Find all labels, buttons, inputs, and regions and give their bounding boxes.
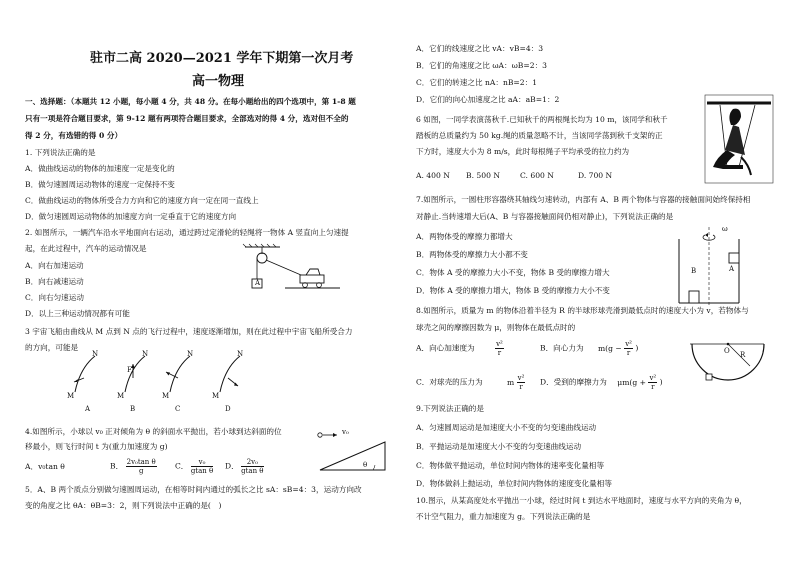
option-d [540, 374, 663, 391]
option-b: B．做匀速圆周运动物体的速度一定保持不变 [25, 180, 175, 189]
point-label-n: N [187, 350, 194, 358]
option-a: A．匀速圆周运动是加速度大小不变的匀变速曲线运动 [416, 423, 597, 432]
point-label-m: M [162, 392, 170, 400]
point-label-m: M [67, 392, 75, 400]
point-label-n: N [237, 350, 244, 358]
option-b: B．向右减速运动 [25, 277, 84, 286]
rotating-cylinder-diagram [675, 225, 750, 310]
omega-label: ω [722, 225, 728, 233]
option-b [110, 458, 157, 475]
option-c: C．做曲线运动的物体所受合力方向和它的速度方向一定在同一直线上 [25, 196, 259, 205]
option-d: D．物体做斜上抛运动，单位时间内物体的速度变化量相等 [416, 479, 612, 488]
question-stem: 9.下列说法正确的是 [416, 404, 484, 413]
option-a: A．做曲线运动的物体的加速度一定是变化的 [25, 164, 175, 173]
question-stem: 踏板的总质量约为 50 kg.绳的质量忽略不计，当该同学荡到秋千支架的正 [416, 131, 663, 140]
numerator: v₀ [191, 458, 213, 467]
option-c: C．它们的转速之比 nA：nB=2：1 [416, 78, 538, 87]
question-stem: 6 如图，一同学表演荡秋千.已知秋千的两根绳长均为 10 m，该同学和秋千 [416, 115, 668, 124]
point-label-f: F [127, 366, 132, 374]
question-stem: 7.如图所示，一圆柱形容器绕其轴线匀速转动，内部有 A、B 两个物体与容器的接触面间始终保持相 [416, 195, 751, 204]
option-b: B．平抛运动是加速度大小不变的匀变速曲线运动 [416, 442, 582, 451]
expr-suffix: ) [659, 377, 663, 387]
option-a: A. 400 N [416, 171, 450, 180]
option-a: A．向右加速运动 [25, 261, 84, 270]
question-stem: 8.如图所示，质量为 m 的物体沿着半径为 R 的半球形球壳滑到最低点时的速度大小为 v，若物体与 [416, 306, 749, 315]
expr-prefix: μm(g + [617, 377, 647, 387]
fraction [495, 340, 504, 357]
question-stem: 4.如图所示，小球以 v₀ 正对倾角为 θ 的斜面水平抛出，若小球到达斜面的位 [25, 427, 282, 436]
question-stem: 变的角度之比 θA：θB=3：2，则下列说法中正确的是( ) [25, 501, 222, 510]
option-b: B．它们的角速度之比 ωA：ωB=2：3 [416, 61, 547, 70]
radius-label: R [740, 351, 746, 359]
question-stem: 移最小，则飞行时间 t 为(重力加速度为 g) [25, 442, 168, 451]
option-c: C．向右匀速运动 [25, 293, 84, 302]
option-b: B．两物体受的摩擦力大小都不变 [416, 250, 528, 259]
option-label: B．向心力为 [540, 343, 584, 353]
option-d [225, 458, 264, 475]
center-label: O [724, 347, 730, 355]
numerator: 2v₀tan θ [126, 458, 156, 466]
figure-letter: A [85, 405, 91, 413]
option-b: B. 500 N [466, 171, 500, 180]
fraction [624, 340, 633, 357]
figure-letter: D [225, 405, 231, 413]
figure-letter: B [130, 405, 136, 413]
expr-prefix: m [506, 377, 515, 387]
denominator: r [497, 349, 502, 357]
instruction-line: 得 2 分，有选错的得 0 分） [25, 131, 123, 140]
option-a: A．v₀tan θ [25, 462, 65, 471]
exam-subtitle: 高一物理 [192, 74, 245, 89]
denominator: g [138, 467, 144, 475]
spacecraft-trajectory-diagrams [60, 350, 260, 402]
figure-letter: C [175, 405, 181, 413]
block-b-label: B [691, 267, 697, 275]
denominator: r [651, 383, 655, 391]
pulley-truck-diagram [240, 245, 350, 295]
option-label: D．受到的摩擦力为 [540, 377, 607, 387]
option-d: D．以上三种运动情况都有可能 [25, 309, 130, 318]
block-a-label: A [729, 265, 735, 273]
point-label-m: M [117, 392, 125, 400]
fraction [517, 374, 526, 391]
instruction-line: 只有一项是符合题目要求，第 9-12 题有两项符合题目要求，全部选对的得 4 分，选对但不全的 [25, 114, 349, 123]
option-label: D． [225, 461, 239, 471]
option-a: A．两物体受的摩擦力都增大 [416, 232, 513, 241]
expr-prefix: m(g − [597, 343, 622, 353]
instruction-line: 一、选择题：（本题共 12 小题，每小题 4 分，共 48 分。在每小题给出的四个选项中，第 1-8 题 [25, 97, 356, 106]
numerator: v² [496, 340, 503, 348]
expr-suffix: ) [635, 343, 639, 353]
question-stem: 不计空气阻力，重力加速度为 g。下列说法正确的是 [416, 512, 591, 521]
denominator: gtan θ [241, 467, 264, 475]
point-label-n: N [142, 350, 149, 358]
numerator: v² [625, 340, 632, 348]
fraction [126, 458, 157, 475]
angle-label: θ [363, 461, 368, 469]
question-stem: 5．A、B 两个质点分别做匀速圆周运动，在相等时间内通过的弧长之比 sA：sB=4：3，运动方向改 [25, 485, 362, 494]
denominator: r [519, 383, 523, 391]
option-label: C． [175, 461, 189, 471]
option-c: C. 600 N [520, 171, 554, 180]
option-c [175, 458, 213, 475]
option-c [416, 374, 525, 391]
question-stem: 下方时，速度大小为 8 m/s，此时每根绳子平均承受的拉力约为 [416, 147, 630, 156]
fraction [241, 458, 263, 475]
block-label: A [255, 279, 261, 287]
numerator: v² [649, 374, 657, 382]
option-label: B． [110, 461, 124, 471]
question-stem: 球壳之间的摩擦因数为 μ，则物体在最低点时的 [416, 323, 576, 332]
fraction [648, 374, 657, 391]
question-stem: 的方向，可能是 [25, 343, 79, 352]
question-stem: 3 宇宙飞船由曲线从 M 点到 N 点的飞行过程中，速度逐渐增加，则在此过程中宇宙飞船所受合力 [25, 327, 353, 336]
option-d: D．它们的向心加速度之比 aA：aB=1：2 [416, 95, 560, 104]
option-d: D．物体 A 受的摩擦力增大，物体 B 受的摩擦力大小不变 [416, 286, 610, 295]
option-a: A．它们的线速度之比 vA：vB=4：3 [416, 44, 544, 53]
option-label: C．对球壳的压力为 [416, 377, 483, 387]
question-stem: 2. 如图所示，一辆汽车沿水平地面向右运动，通过跨过定滑轮的轻绳将一物体 A 竖直向上匀速提 [25, 228, 349, 237]
option-label: A．向心加速度为 [416, 343, 475, 353]
option-c: C．物体做平抛运动，单位时间内物体的速率变化量相等 [416, 461, 605, 470]
option-b [540, 340, 638, 357]
point-label-m: M [212, 392, 220, 400]
question-stem: 起，在此过程中，汽车的运动情况是 [25, 244, 147, 253]
point-label-n: N [92, 350, 99, 358]
exam-title: 驻市二高 2020—2021 学年下期第一次月考 [90, 51, 354, 66]
question-stem: 1. 下列说法正确的是 [25, 148, 96, 157]
incline-diagram [315, 430, 390, 475]
fraction [191, 458, 213, 475]
option-d: D. 700 N [578, 171, 613, 180]
option-a [416, 340, 504, 357]
option-d: D．做匀速圆周运动物体的加速度方向一定垂直于它的速度方向 [25, 212, 237, 221]
swing-illustration [705, 95, 773, 185]
denominator: r [626, 349, 631, 357]
numerator: v² [517, 374, 525, 382]
velocity-label: v₀ [342, 428, 349, 436]
question-stem: 10.图示，从某高度处水平抛出一小球，经过时间 t 到达水平地面时，速度与水平方向的夹角为 θ， [416, 496, 747, 505]
numerator: 2v₀ [241, 458, 263, 467]
denominator: gtan θ [190, 467, 214, 475]
question-stem: 对静止.当转速增大后(A、B 与容器接触面间仍相对静止)，下列说法正确的是 [416, 212, 674, 221]
option-c: C．物体 A 受的摩擦力大小不变，物体 B 受的摩擦力增大 [416, 268, 610, 277]
